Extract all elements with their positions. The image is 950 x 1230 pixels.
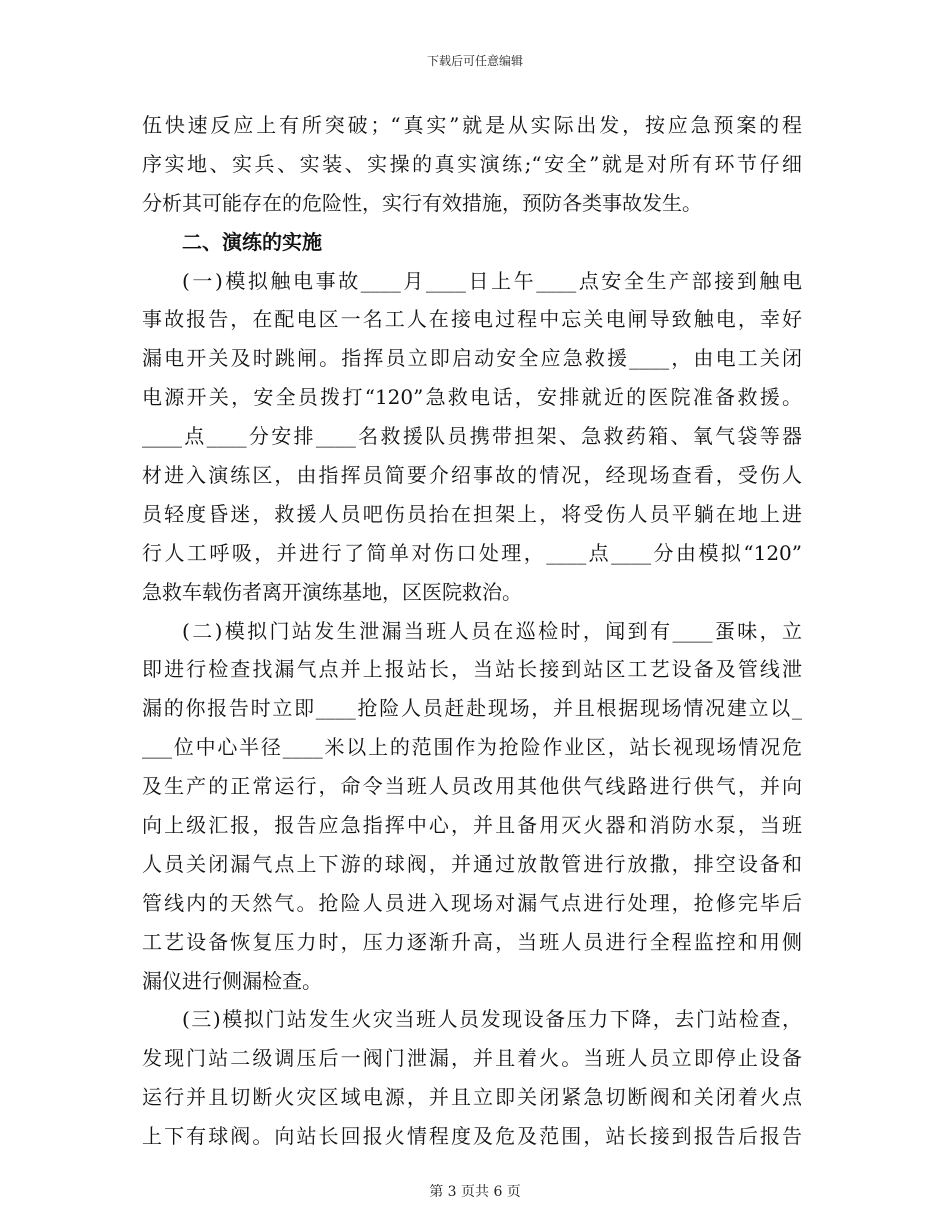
text-line: 上下有球阀。向站长回报火情程度及危及范围，站长接到报告后报告	[142, 1124, 802, 1149]
text-line: 工艺设备恢复压力时，压力逐渐升高，当班人员进行全程监控和用侧	[142, 929, 802, 954]
text-line: 事故报告，在配电区一名工人在接电过程中忘关电闸导致触电，幸好	[142, 307, 802, 332]
text-line: 电源开关，安全员拨打“120”急救电话，安排就近的医院准备救援。	[142, 385, 802, 410]
page-footer: 第 3 页共 6 页	[429, 1184, 521, 1200]
document-body	[142, 106, 802, 1156]
section-heading: 二、演练的实施	[182, 229, 322, 254]
text-line: 管线内的天然气。抢险人员进入现场对漏气点进行处理，抢修完毕后	[142, 890, 802, 915]
text-line: 分析其可能存在的危险性，实行有效措施，预防各类事故发生。	[142, 190, 702, 215]
text-line: 材进入演练区，由指挥员简要介绍事故的情况，经现场查看，受伤人	[142, 463, 802, 488]
text-line: 序实地、实兵、实装、实操的真实演练;“安全”就是对所有环节仔细	[142, 151, 802, 176]
text-line: (一)模拟触电事故____月____日上午____点安全生产部接到触电	[182, 268, 802, 293]
text-line: 及生产的正常运行，命令当班人员改用其他供气线路进行供气，并向	[142, 774, 802, 799]
text-line: 急救车载伤者离开演练基地，区医院救治。	[142, 579, 522, 604]
text-line: ____点____分安排____名救援队员携带担架、急救药箱、氧气袋等器	[142, 424, 802, 449]
text-line: 漏电开关及时跳闸。指挥员立即启动安全应急救援____，由电工关闭	[142, 346, 802, 371]
text-line: 发现门站二级调压后一阀门泄漏，并且着火。当班人员立即停止设备	[142, 1046, 802, 1071]
text-line: (二)模拟门站发生泄漏当班人员在巡检时，闻到有____蛋味，立	[182, 618, 802, 643]
text-line: 伍快速反应上有所突破；“真实”就是从实际出发，按应急预案的程	[142, 113, 802, 137]
text-line: (三)模拟门站发生火灾当班人员发现设备压力下降，去门站检查，	[182, 1007, 802, 1032]
text-line: 漏仪进行侧漏检查。	[142, 968, 322, 993]
page-header: 下载后可任意编辑	[426, 54, 523, 68]
text-line: 行人工呼吸，并进行了简单对伤口处理，____点____分由模拟“120”	[142, 540, 802, 565]
text-line: 漏的你报告时立即____抢险人员赶赴现场，并且根据现场情况建立以_	[142, 696, 802, 721]
text-line: ___位中心半径____米以上的范围作为抢险作业区，站长视现场情况危	[142, 735, 802, 760]
text-line: 即进行检查找漏气点并上报站长，当站长接到站区工艺设备及管线泄	[142, 657, 802, 682]
text-line: 人员关闭漏气点上下游的球阀，并通过放散管进行放撒，排空设备和	[142, 851, 802, 876]
text-line: 向上级汇报，报告应急指挥中心，并且备用灭火器和消防水泵，当班	[142, 813, 802, 838]
text-line: 运行并且切断火灾区域电源，并且立即关闭紧急切断阀和关闭着火点	[142, 1085, 802, 1110]
text-line: 员轻度昏迷，救援人员吧伤员抬在担架上，将受伤人员平躺在地上进	[142, 501, 802, 526]
